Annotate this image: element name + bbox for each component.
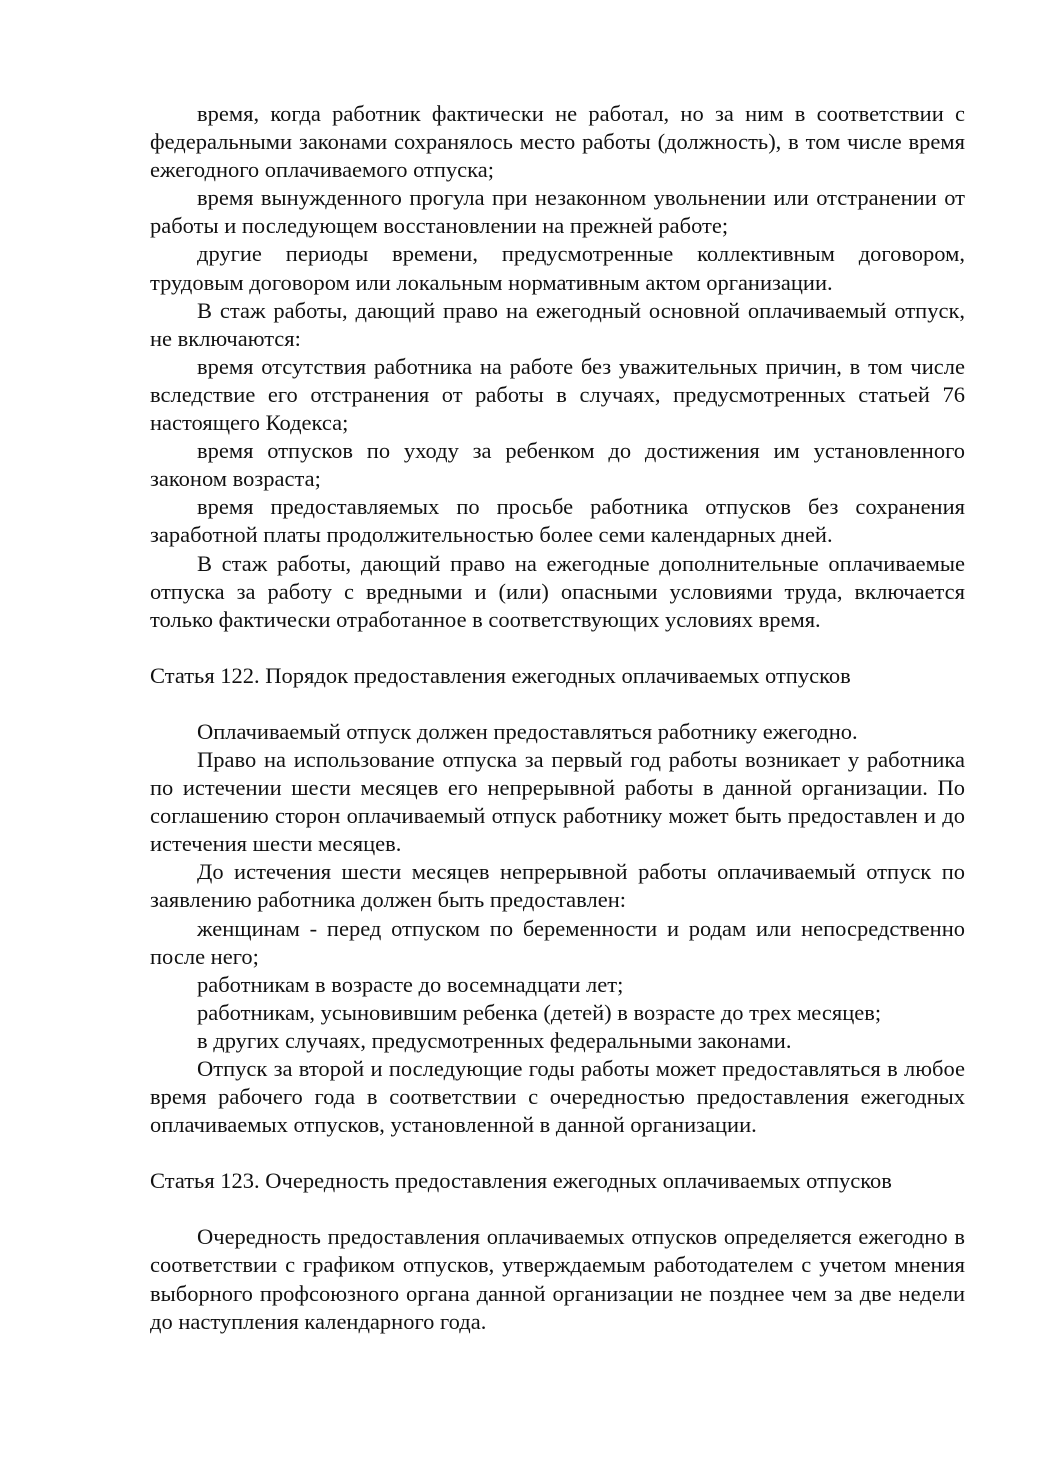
paragraph: время вынужденного прогула при незаконном увольнении или отстранении от работы и последующем восстановлении на прежней работе; xyxy=(150,185,965,239)
paragraph: работникам в возрасте до восемнадцати лет; xyxy=(197,971,624,997)
article-heading: Статья 123. Очередность предоставления ежегодных оплачиваемых отпусков xyxy=(150,1168,892,1194)
paragraph: в других случаях, предусмотренных федеральными законами. xyxy=(197,1027,792,1053)
article-122 xyxy=(150,662,965,1140)
paragraph: время предоставляемых по просьбе работника отпусков без сохранения заработной платы продолжительностью более семи календарных дней. xyxy=(150,494,965,548)
paragraph: время, когда работник фактически не работал, но за ним в соответствии с федеральными законами сохранялось место работы (должность), в том числе время ежегодного оплачиваемого отпуска; xyxy=(150,101,965,183)
paragraph: Отпуск за второй и последующие годы работы может предоставляться в любое время рабочего года в соответствии с очередностью предоставления ежегодных оплачиваемых отпусков, установленной в данной организации. xyxy=(150,1056,965,1138)
paragraph: время отсутствия работника на работе без уважительных причин, в том числе вследствие его отстранения от работы в случаях, предусмотренных статьей 76 настоящего Кодекса; xyxy=(150,353,965,436)
article-heading: Статья 122. Порядок предоставления ежегодных оплачиваемых отпусков xyxy=(150,662,851,688)
paragraph: До истечения шести месяцев непрерывной работы оплачиваемый отпуск по заявлению работника должен быть предоставлен: xyxy=(150,859,965,913)
article-123 xyxy=(150,1167,965,1335)
paragraph: другие периоды времени, предусмотренные коллективным договором, трудовым договором или локальным нормативным актом организации. xyxy=(150,241,965,295)
paragraph: женщинам - перед отпуском по беременности и родам или непосредственно после него; xyxy=(150,915,965,969)
article-121-continuation xyxy=(150,100,965,634)
paragraph: время отпусков по уходу за ребенком до достижения им установленного законом возраста; xyxy=(150,438,965,492)
paragraph: Оплачиваемый отпуск должен предоставляться работнику ежегодно. xyxy=(197,718,858,744)
paragraph: В стаж работы, дающий право на ежегодный основной оплачиваемый отпуск, не включаются: xyxy=(150,297,965,351)
paragraph: В стаж работы, дающий право на ежегодные дополнительные оплачиваемые отпуска за работу с вредными и (или) опасными условиями труда, включается только фактически отработанное в соответствующих условиях время. xyxy=(150,550,965,632)
paragraph: Право на использование отпуска за первый год работы возникает у работника по истечении шести месяцев его непрерывной работы в данной организации. По соглашению сторон оплачиваемый отпуск работнику может быть предоставлен и до истечения шести месяцев. xyxy=(150,746,965,857)
paragraph: Очередность предоставления оплачиваемых отпусков определяется ежегодно в соответствии с графиком отпусков, утверждаемым работодателем с учетом мнения выборного профсоюзного органа данной организации не позднее чем за две недели до наступления календарного года. xyxy=(150,1224,965,1334)
paragraph: работникам, усыновившим ребенка (детей) в возрасте до трех месяцев; xyxy=(197,999,882,1025)
document-page xyxy=(150,100,965,1336)
